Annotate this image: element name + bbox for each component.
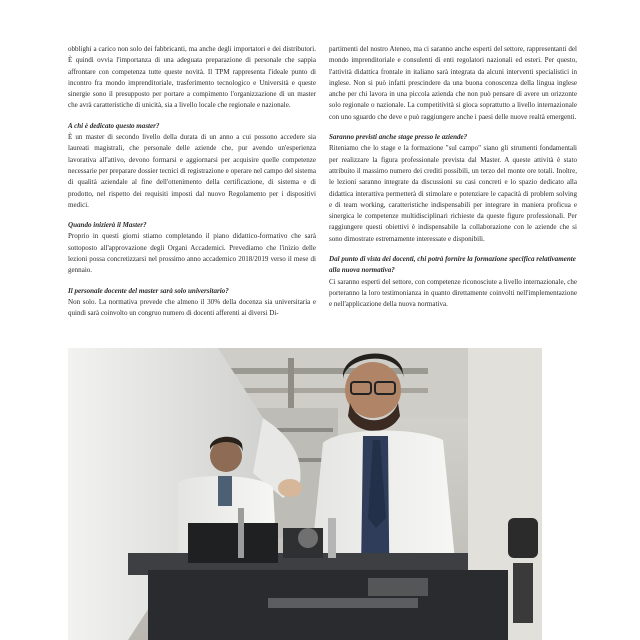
question-heading: A chi è dedicato questo master? (68, 121, 160, 130)
paragraph: partimenti del nostro Ateneo, ma ci saranno anche esperti del settore, rappresentanti del mondo imprenditoriale e consulenti di enti regolatori nazionali ed esteri. Per questo, l'attività didattica frontale in italiano sarà integrata da alcuni interventi specialistici in inglese. Non si può infatti prescindere da una buona conoscenza della lingua inglese anche per chi lavora in una piccola azienda che non può pensare di avere un orizzonte solo regionale o nazionale. La competitività si gioca soprattutto a livello internazionale con uno sguardo che deve e può raggiungere anche i paesi delle nuove realtà emergenti. (329, 45, 577, 121)
paragraph: Riteniamo che lo stage e la formazione "sul campo" siano gli strumenti fondamentali per realizzare la figura professionale prevista dal Master. A queste attività è stato attribuito il massimo numero dei crediti possibili, un terzo del monte ore totali. Inoltre, le lezioni saranno integrate da discussioni su casi concreti e lo spazio dedicato alla didattica interattiva permetterà di stimolare e potenziare le capacità di problem solving e di team working, caratteristiche indispensabili per integrare in maniera proficua e sinergica le competenze multidisciplinari richieste da queste figure professionali. Per raggiungere questi obiettivi è indispensabile la collaborazione con le aziende che si sono dimostrate estremamente interessate e disponibili. (329, 144, 577, 243)
paragraph: È un master di secondo livello della durata di un anno a cui possono accedere sia laureati magistrali, che personale delle aziende che, pur avendo un'esperienza lavorativa all'attivo, devono formarsi e aggiornarsi per acquisire quelle competenze necessarie per preparare dossier tecnici di registrazione e operare nel campo del sistema di qualità aziendale al fine dell'ottenimento della certificazione, di sistema e di prodotto, nel rispetto dei requisiti imposti dal nuovo Regolamento per i dispositivi medici. (68, 133, 316, 209)
laboratory-photo (68, 348, 542, 640)
paragraph: Proprio in questi giorni stiamo completando il piano didattico-formativo che sarà sottoposto all'approvazione degli Organi Accademici. Prevediamo che l'inizio delle lezioni possa concretizzarsi nel prossimo anno accademico 2018/2019 verso il mese di gennaio. (68, 232, 316, 275)
question-heading: Quando inizierà il Master? (68, 221, 147, 230)
right-column (329, 44, 577, 311)
paragraph: Non solo. La normativa prevede che almeno il 30% della docenza sia universitaria e quindi sarà coinvolto un congruo numero di docenti afferenti ai diversi Di- (68, 297, 316, 318)
question-heading: Dal punto di vista dei docenti, chi potrà fornire la formazione specifica relativamente alla nuova normativa? (329, 255, 576, 275)
paragraph: obblighi a carico non solo dei fabbricanti, ma anche degli importatori e dei distributori. È quindi ovvia l'importanza di una adeguata preparazione di personale che sappia affrontare con competenza tutte queste novità. Il TPM rappresenta l'ideale punto di incontro fra mondo imprenditoriale, trasferimento tecnologico e Università e queste sinergie sono il presupposto per portare a compimento l'organizzazione di un master che avrà caratteristiche di unicità, sia a livello locale che regionale e nazionale. (68, 45, 316, 110)
paragraph: Ci saranno esperti del settore, con competenze riconosciute a livello internazionale, che porteranno la loro testimonianza in quanto direttamente coinvolti nell'implementazione e nell'applicazione della nuova normativa. (329, 277, 577, 309)
question-heading: Il personale docente del master sarà solo universitario? (68, 286, 229, 295)
question-heading: Saranno previsti anche stage presso le aziende? (329, 133, 468, 142)
left-column (68, 44, 316, 320)
